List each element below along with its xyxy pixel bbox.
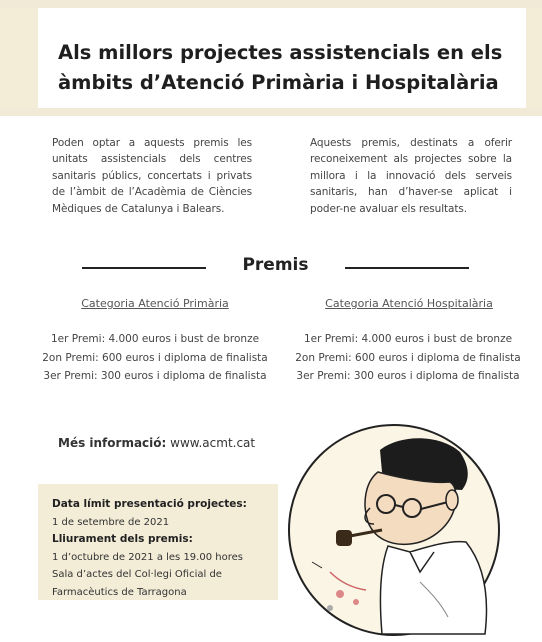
delivery-line-2: Sala d’actes del Col·legi Oficial de bbox=[52, 569, 222, 580]
deadline-value: 1 de setembre de 2021 bbox=[52, 516, 170, 528]
prize-item: 2on Premi: 600 euros i diploma de finalista bbox=[295, 351, 521, 364]
delivery-line-3: Farmacèutics de Tarragona bbox=[52, 586, 187, 598]
intro-right-paragraph: Aquests premis, destinats a oferir reconeixement als projectes sobre la millora i la innovació dels serveis sanitaris, han d’haver-se aplicat i poder-ne avaluar els resultats. bbox=[310, 137, 512, 215]
header-accent-left bbox=[0, 8, 38, 108]
prize-item: 1er Premi: 4.000 euros i bust de bronze bbox=[303, 333, 513, 345]
header-divider bbox=[0, 108, 542, 116]
premis-rule-right bbox=[345, 267, 469, 269]
header-band bbox=[0, 8, 542, 108]
page-title: Als millors projectes assistencials en els àmbits d’Atenció Primària i Hospitalària bbox=[58, 41, 503, 94]
intro-left-paragraph: Poden optar a aquests premis les unitats assistencials dels centres sanitaris públics, concertats i privats de l’àmbit de l’Acadèmia de Ciències Mèdiques de Catalunya i Balears. bbox=[52, 137, 252, 215]
more-info-label: Més informació: bbox=[58, 436, 167, 450]
more-info bbox=[58, 436, 255, 450]
category-hospital-title: Categoria Atenció Hospitalària bbox=[325, 297, 493, 310]
prize-item: 1er Premi: 4.000 euros i bust de bronze bbox=[50, 333, 260, 345]
premis-heading: Premis bbox=[242, 255, 309, 275]
top-border bbox=[0, 0, 542, 8]
prize-item: 3er Premi: 300 euros i diploma de finalista bbox=[296, 370, 520, 382]
prize-item: 3er Premi: 300 euros i diploma de finalista bbox=[43, 370, 267, 382]
prize-item: 2on Premi: 600 euros i diploma de finalista bbox=[42, 351, 268, 364]
caricature-illustration bbox=[270, 412, 520, 642]
deadline-label: Data límit presentació projectes: bbox=[52, 498, 247, 510]
more-info-url[interactable]: www.acmt.cat bbox=[170, 436, 256, 450]
category-primary-title: Categoria Atenció Primària bbox=[81, 297, 229, 310]
prize-list-primary bbox=[25, 330, 285, 386]
premis-rule-left bbox=[82, 267, 206, 269]
delivery-label: Lliurament dels premis: bbox=[52, 533, 193, 545]
footer-details bbox=[52, 496, 277, 601]
delivery-line-1: 1 d’octubre de 2021 a les 19.00 hores bbox=[52, 551, 243, 563]
header-accent-right bbox=[526, 8, 542, 108]
prize-list-hospital bbox=[278, 330, 538, 386]
